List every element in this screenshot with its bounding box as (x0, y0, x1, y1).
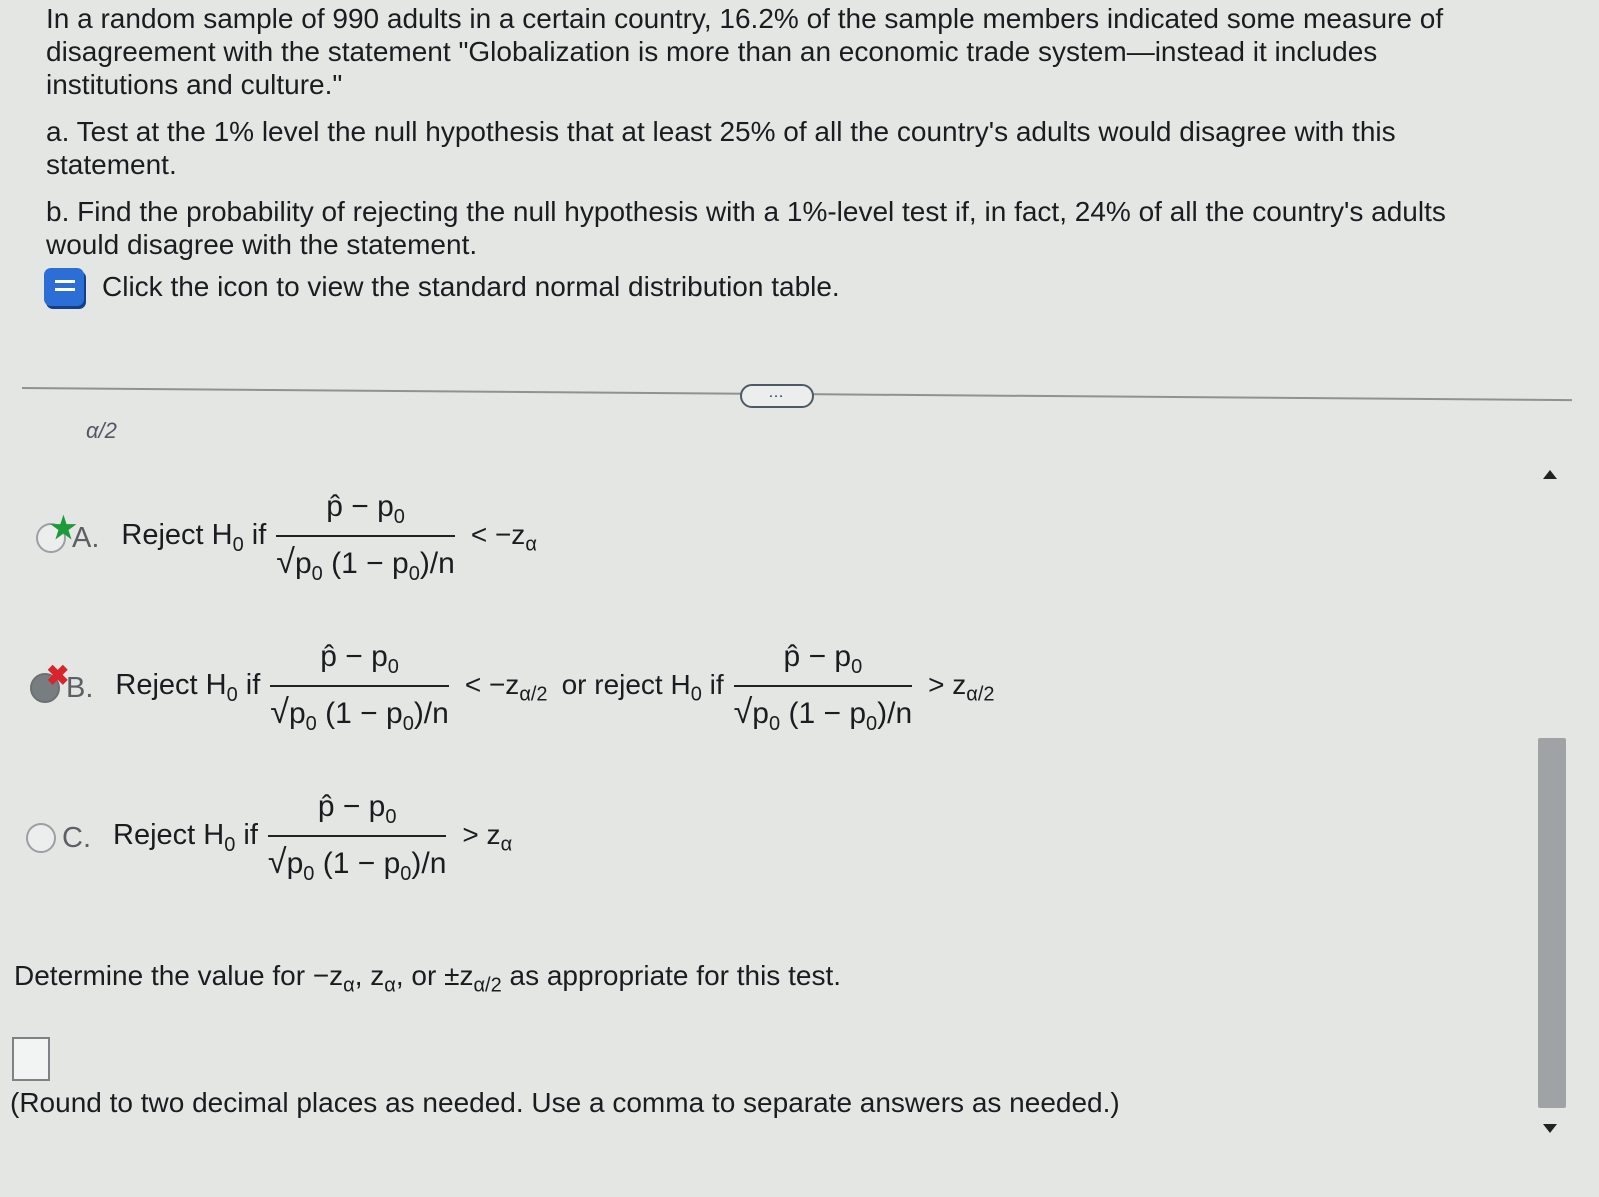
cropped-fragment: α/2 (86, 418, 117, 443)
table-link-row (44, 268, 840, 306)
option-b[interactable] (30, 640, 995, 736)
option-prefix: Reject $H_0$ if (121, 519, 267, 556)
option-prefix: Reject $H_0$ if (115, 669, 261, 706)
scrollbar[interactable] (1537, 470, 1565, 1140)
option-c[interactable] (26, 790, 512, 886)
problem-statement (46, 2, 1486, 261)
test-statistic-fraction: $\frac{p̂ - p_0}{√p_0 (1 - p_0)/n}$ (733, 640, 913, 735)
radio-option-c[interactable] (26, 823, 56, 853)
answer-prompt: Determine the value for $-z_\alpha$, $z_\alpha$, or $\pm z_{\alpha/2}$ as appropriate for this test. (14, 960, 841, 997)
option-relation: < $-z_{\alpha/2}$ (464, 669, 548, 706)
more-button[interactable]: … (740, 384, 814, 408)
correct-star-icon: ★ (50, 512, 77, 545)
scroll-thumb[interactable] (1538, 738, 1566, 1108)
book-icon[interactable] (44, 268, 84, 306)
option-relation: > $z_\alpha$ (462, 819, 513, 856)
scroll-up-icon[interactable] (1543, 470, 1557, 479)
test-statistic-fraction: $\frac{p̂ - p_0}{√p_0 (1 - p_0)/n}$ (267, 790, 447, 885)
option-middle-text: or reject $H_0$ if (561, 669, 724, 706)
answer-input[interactable] (12, 1037, 50, 1081)
rounding-hint: (Round to two decimal places as needed. Use a comma to separate answers as needed.) (10, 1087, 1120, 1118)
radio-option-b[interactable] (30, 660, 70, 703)
problem-part-a: a. Test at the 1% level the null hypothesis that at least 25% of all the country's adults would disagree with this statement. (46, 116, 1396, 180)
option-a[interactable] (36, 490, 537, 586)
problem-part-b: b. Find the probability of rejecting the null hypothesis with a 1%-level test if, in fact, 24% of all the country's adults would disagree with the statement. (46, 196, 1446, 260)
radio-option-a[interactable] (36, 512, 77, 553)
option-relation-2: > $z_{\alpha/2}$ (928, 669, 995, 706)
test-statistic-fraction: $\frac{p̂ - p_0}{√p_0 (1 - p_0)/n}$ (270, 640, 449, 735)
option-letter: A. (72, 521, 100, 554)
scroll-down-icon[interactable] (1543, 1124, 1557, 1133)
incorrect-x-icon: ✖ (46, 660, 70, 691)
option-prefix: Reject $H_0$ if (113, 819, 258, 856)
table-link-text[interactable]: Click the icon to view the standard normal distribution table. (102, 271, 840, 302)
option-relation: < $-z_\alpha$ (470, 519, 537, 556)
test-statistic-fraction: $\frac{p̂ - p_0}{√p_0 (1 - p_0)/n}$ (276, 490, 455, 585)
option-letter: B. (66, 671, 94, 704)
option-letter: C. (62, 821, 91, 854)
problem-intro: In a random sample of 990 adults in a certain country, 16.2% of the sample members indicated some measure of disagreement with the statement "Globalization is more than an economic trade system—instead it includes institutions and culture." (46, 3, 1444, 100)
